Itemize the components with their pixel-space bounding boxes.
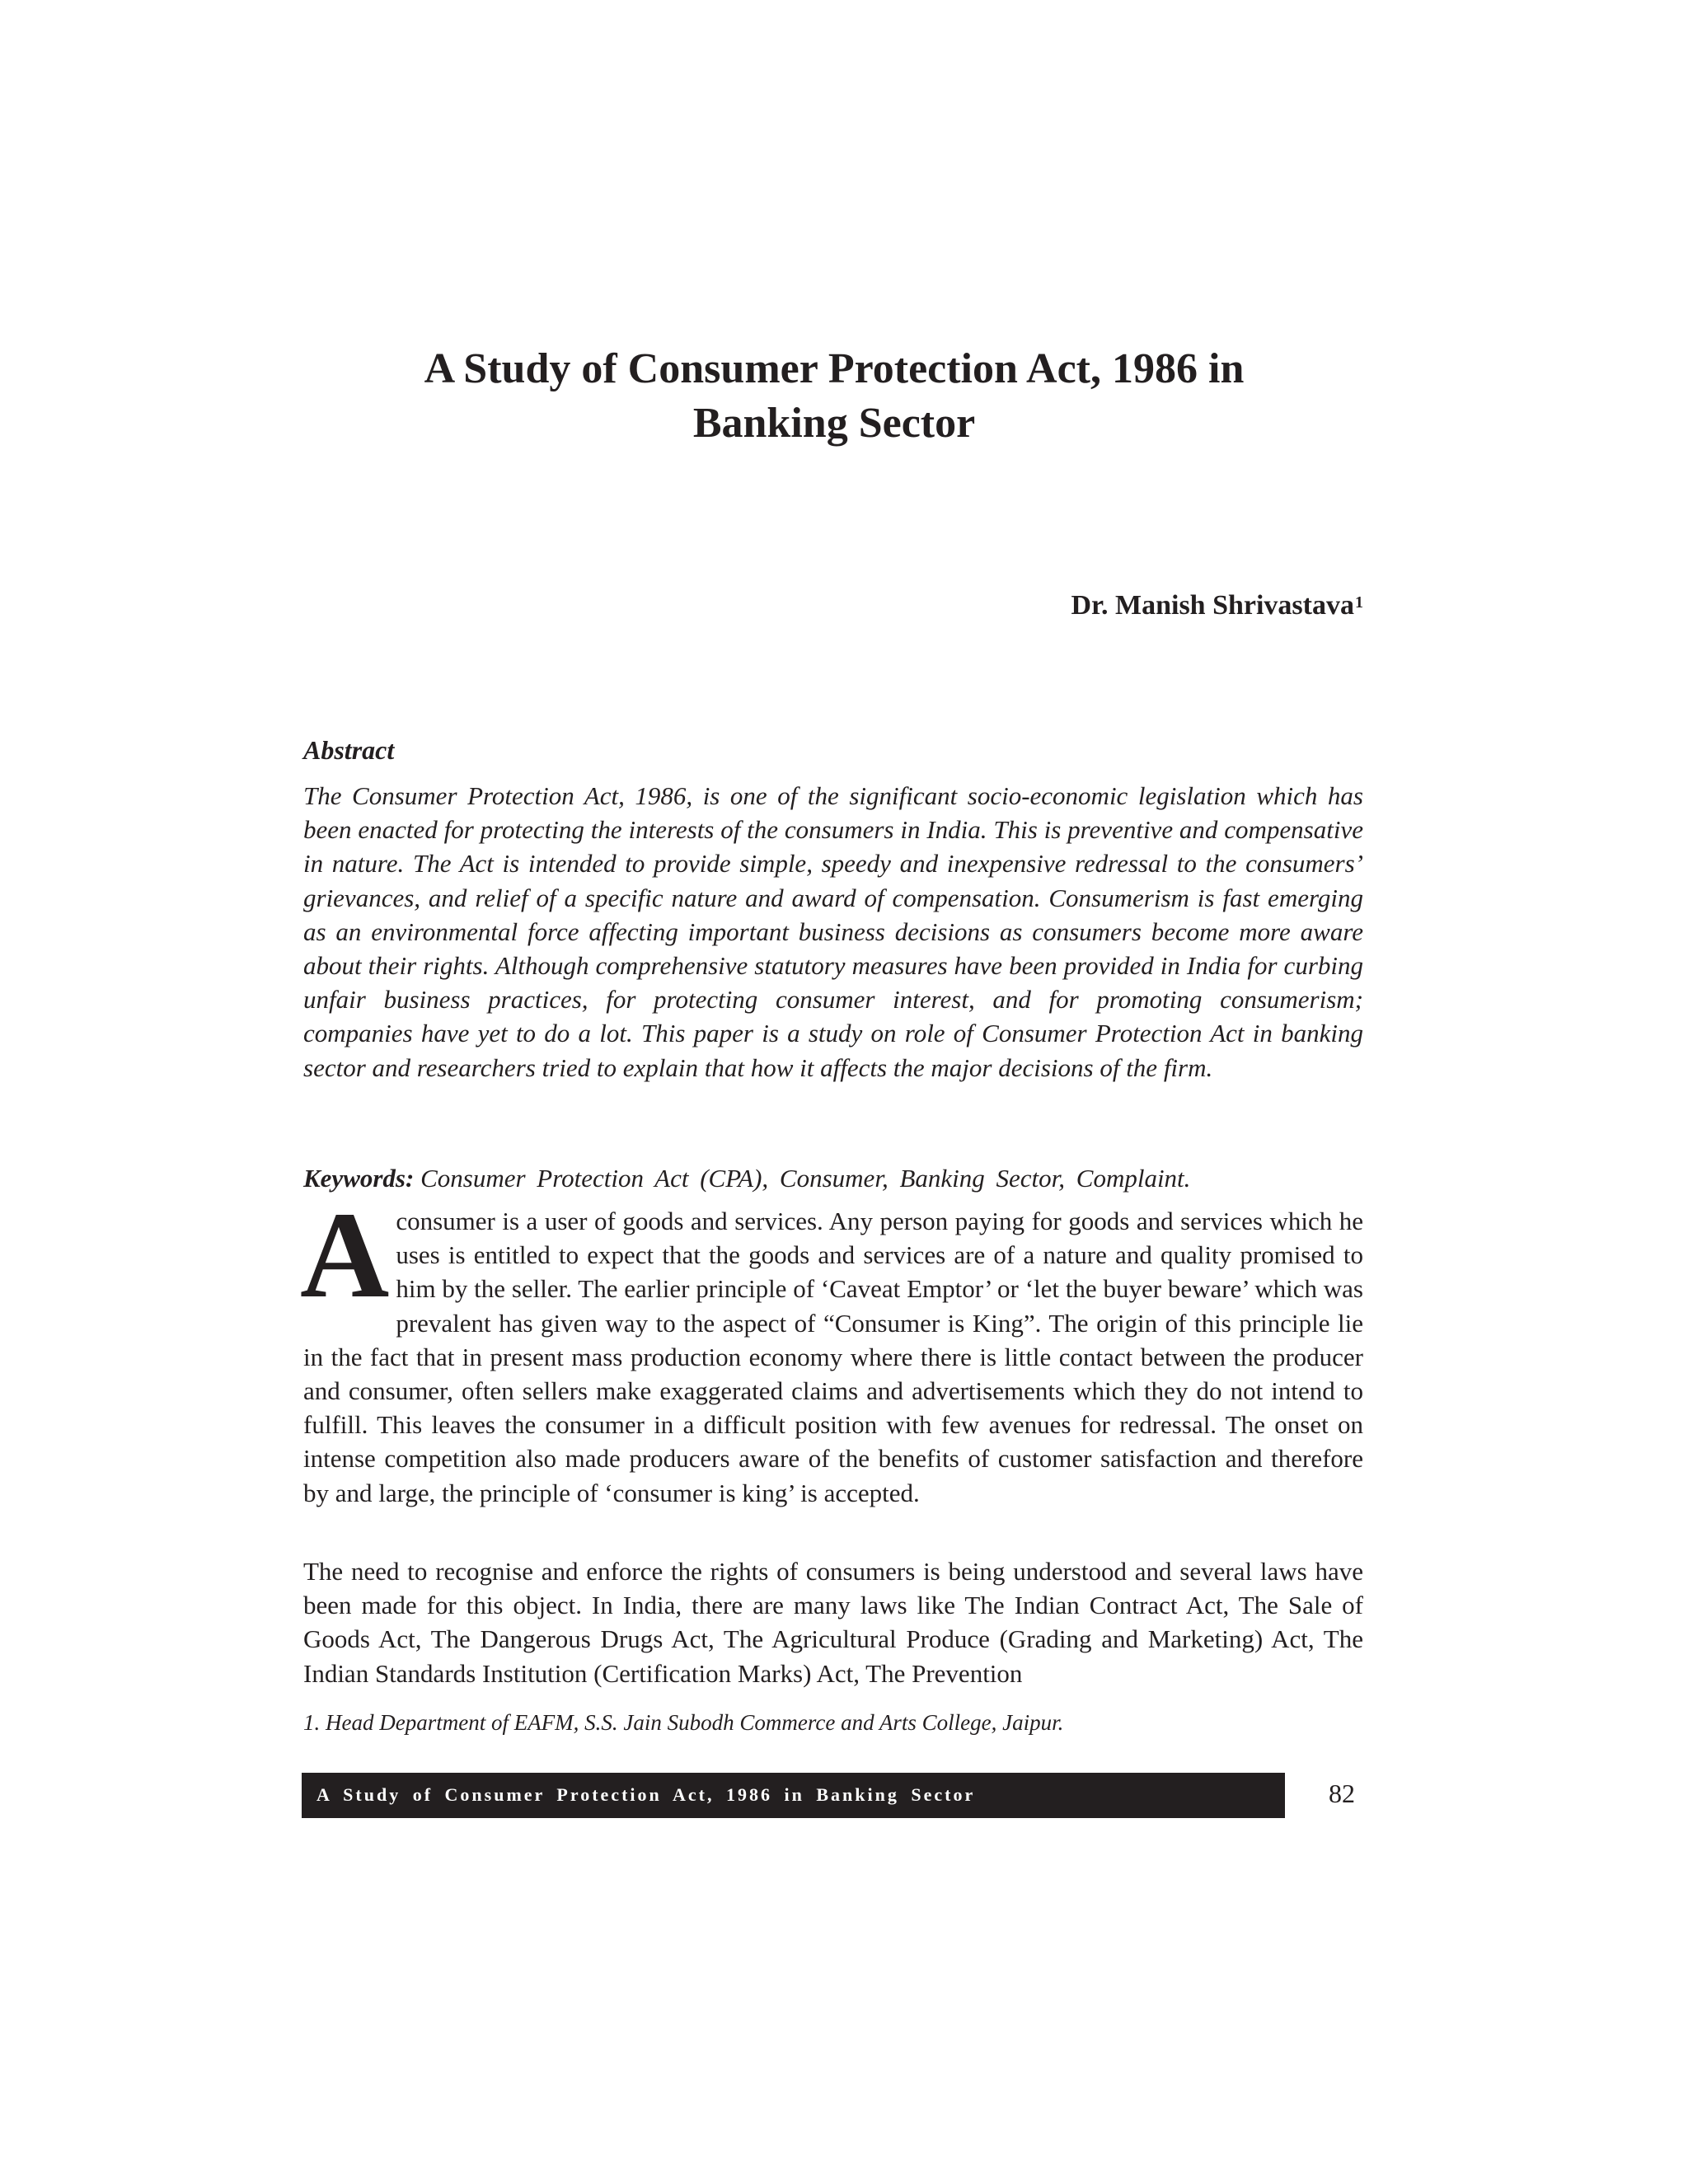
title-line-2: Banking Sector: [692, 400, 976, 447]
running-title: A Study of Consumer Protection Act, 1986 in Banking Sector: [316, 1784, 976, 1805]
author-name: [1071, 589, 1363, 622]
body-paragraph-1: [300, 1187, 1363, 1510]
running-footer-bar: [302, 1773, 1285, 1818]
body-paragraph-2: The need to recognise and enforce the rights of consumers is being understood and several laws have been made for this object. In India, there are many laws like The Indian Contract Act, The Sale of Goods Act, The Dangerous Drugs Act, The Agricultural Produce (Grading and Marketing) Act, The Indian Standards Institution (Certification Marks) Act, The Prevention: [303, 1557, 1363, 1688]
keywords-text: Consumer Protection Act (CPA), Consumer, Banking Sector, Complaint.: [420, 1164, 1191, 1193]
article-title: [247, 342, 1421, 451]
abstract-body: The Consumer Protection Act, 1986, is one of the significant socio-economic legislation which has been enacted for protecting the interests of the consumers in India. This is preventive and compensative in nature. The Act is intended to provide simple, speedy and inexpensive redressal to the consumers’ grievances, and relief of a specific nature and award of compensation. Consumerism is fast emerging as an environmental force affecting important business decisions as consumers become more aware about their rights. Although comprehensive statutory measures have been provided in India for curbing unfair business practices, for protecting consumer interest, and for promoting consumerism; companies have yet to do a lot. This paper is a study on role of Consumer Protection Act in banking sector and researchers tried to explain that how it affects the major decisions of the firm.: [303, 781, 1363, 1082]
author-name-text: Dr. Manish Shrivastava: [1071, 590, 1354, 621]
title-line-1: A Study of Consumer Protection Act, 1986 in: [424, 345, 1245, 392]
drop-cap: A: [300, 1187, 390, 1324]
page-number: 82: [1329, 1779, 1355, 1808]
abstract-heading: Abstract: [303, 735, 395, 765]
keywords-label: Keywords:: [303, 1164, 415, 1193]
body-paragraph-1-text: consumer is a user of goods and services. Any person paying for goods and services which he uses is entitled to expect that the goods and services are of a nature and quality promised to him by the seller. The earlier principle of ‘Caveat Emptor’ or ‘let the buyer beware’ which was prevalent has given way to the aspect of “Consumer is King”. The origin of this principle lie in the fact that in present mass production economy where there is little contact between the producer and consumer, often sellers make exaggerated claims and advertisements which they do not intend to fulfill. This leaves the consumer in a difficult position with few avenues for redressal. The onset on intense competition also made producers aware of the benefits of customer satisfaction and therefore by and large, the principle of ‘consumer is king’ is accepted.: [303, 1207, 1363, 1507]
author-footnote-mark: 1: [1355, 593, 1363, 612]
footnote: 1. Head Department of EAFM, S.S. Jain Subodh Commerce and Arts College, Jaipur.: [303, 1710, 1064, 1735]
keywords-line: [303, 1162, 1363, 1195]
